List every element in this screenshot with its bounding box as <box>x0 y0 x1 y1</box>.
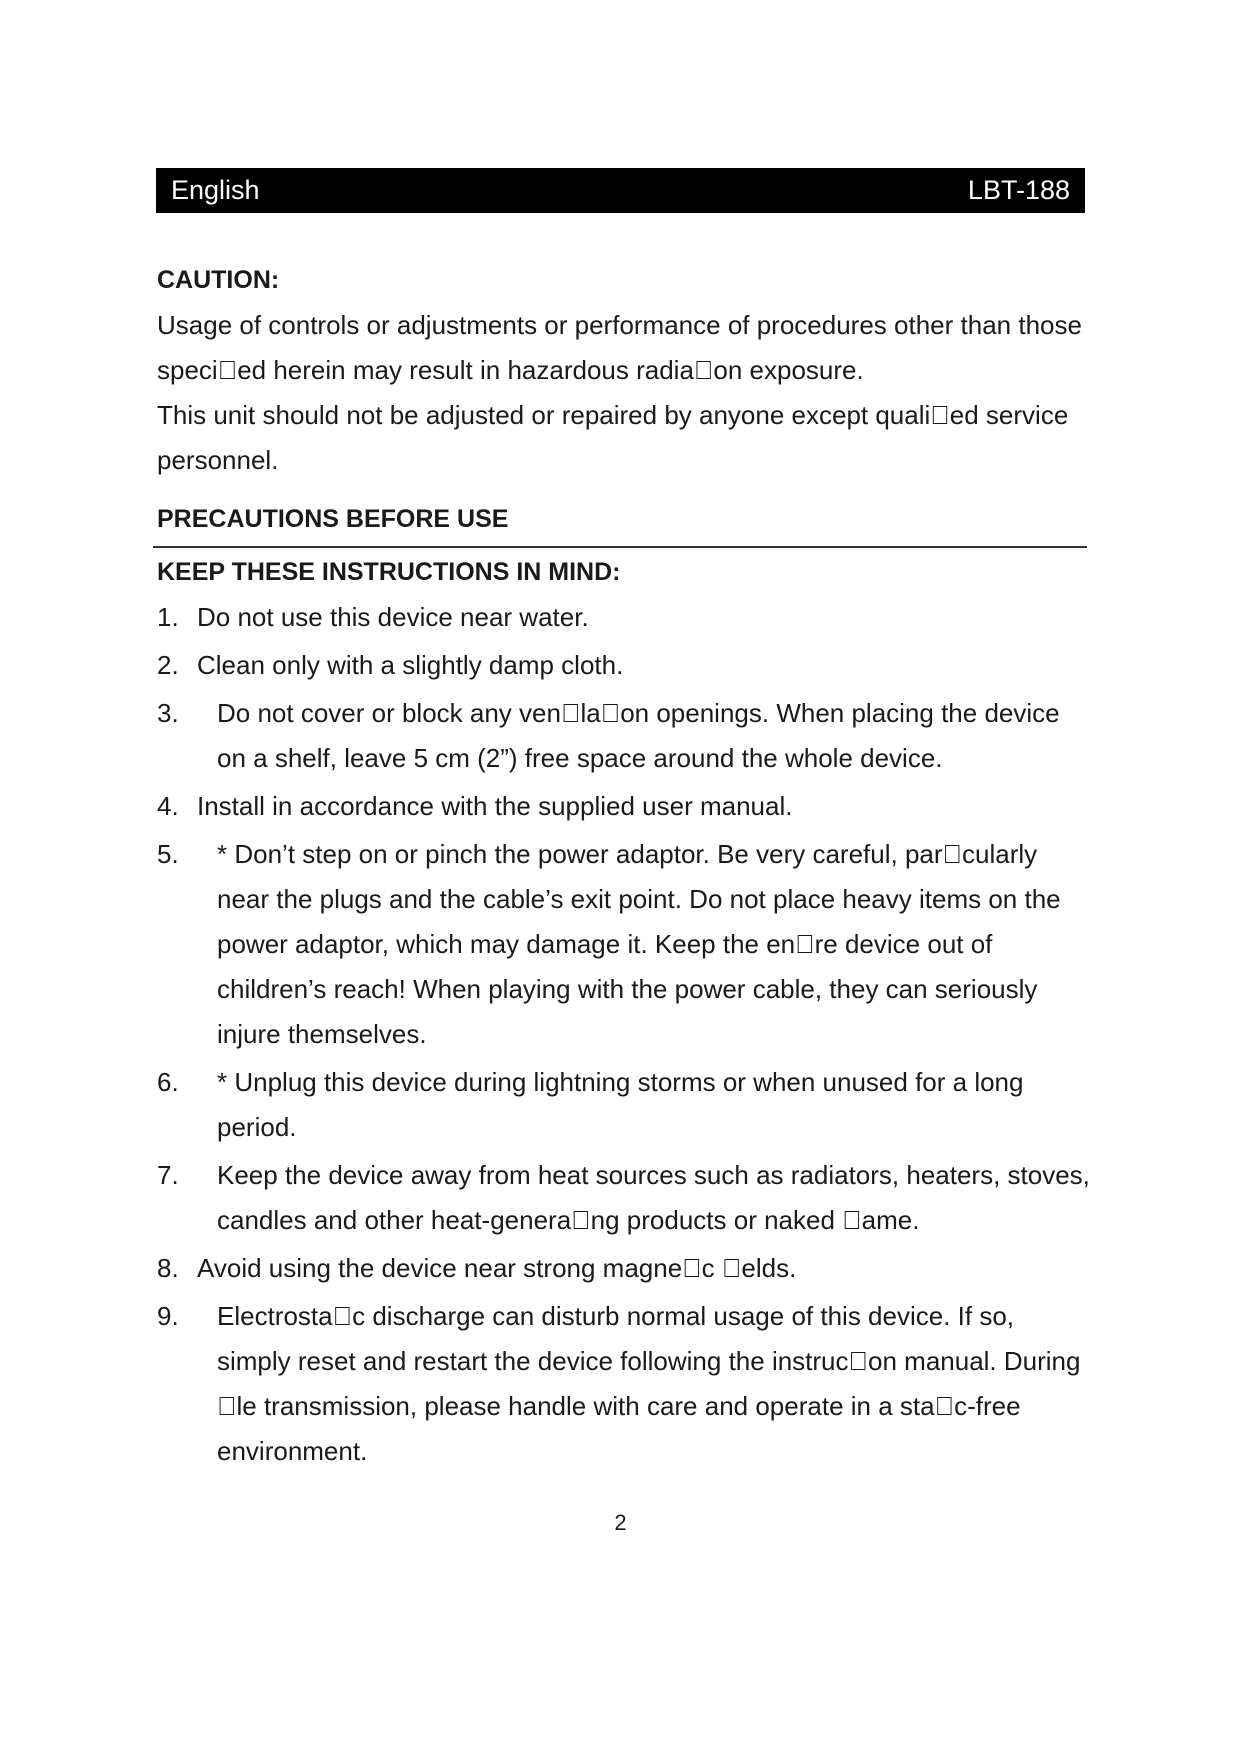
list-item-text: * Unplug this device during lightning storms or when unused for a long period. <box>217 1067 1024 1142</box>
section-divider <box>153 546 1087 548</box>
list-item-number: 5. <box>157 839 179 869</box>
list-item-number: 1. <box>157 602 179 632</box>
caution-title: CAUTION: <box>157 266 280 294</box>
list-item-number: 9. <box>157 1301 179 1331</box>
page-number: 2 <box>614 1510 627 1535</box>
list-item-number: 3. <box>157 698 179 728</box>
keep-instructions-title: KEEP THESE INSTRUCTIONS IN MIND: <box>157 558 621 586</box>
list-item <box>157 784 1092 829</box>
header-bar <box>156 168 1085 213</box>
caution-paragraph-2: This unit should not be adjusted or repaired by anyone except quali ed service personnel. <box>157 400 1069 475</box>
list-item <box>157 1294 1092 1474</box>
list-item-number: 2. <box>157 650 179 680</box>
list-item <box>157 1246 1092 1291</box>
list-item-text: Keep the device away from heat sources such as radiators, heaters, stoves, candles and other heat-genera ng products or naked  ame. <box>217 1160 1090 1235</box>
list-item-text: Electrosta c discharge can disturb normal usage of this device. If so, simply reset and restart the device following the instruc on manual. During  le transmission, please handle with care and operate in a sta c-free environment. <box>217 1301 1081 1466</box>
list-item-text: Avoid using the device near strong magne c  elds. <box>197 1253 797 1283</box>
list-item-text: * Don’t step on or pinch the power adaptor. Be very careful, par cularly near the plugs and the cable’s exit point. Do not place heavy items on the power adaptor, which may damage it. Keep the en re device out of children’s reach! When playing with the power cable, they can seriously injure themselves. <box>217 839 1061 1049</box>
language-label: English <box>171 175 260 205</box>
list-item-text: Install in accordance with the supplied user manual. <box>197 791 793 821</box>
list-item-number: 6. <box>157 1067 179 1097</box>
list-item-number: 8. <box>157 1253 179 1283</box>
list-item-number: 7. <box>157 1160 179 1190</box>
list-item-text: Clean only with a slightly damp cloth. <box>197 650 624 680</box>
list-item <box>157 643 1092 688</box>
list-item <box>157 1060 1092 1150</box>
list-item-text: Do not use this device near water. <box>197 602 589 632</box>
caution-paragraph-1: Usage of controls or adjustments or performance of procedures other than those speci ed herein may result in hazardous radia on exposure. <box>157 310 1082 385</box>
model-label: LBT-188 <box>967 175 1070 205</box>
list-item <box>157 1153 1092 1243</box>
list-item <box>157 595 1092 640</box>
page-content <box>157 258 1092 1477</box>
precautions-list <box>157 595 1092 1474</box>
list-item <box>157 832 1092 1057</box>
precautions-title: PRECAUTIONS BEFORE USE <box>157 505 509 533</box>
list-item-text: Do not cover or block any ven la on openings. When placing the device on a shelf, leave 5 cm (2”) free space around the whole device. <box>217 698 1060 773</box>
list-item-number: 4. <box>157 791 179 821</box>
list-item <box>157 691 1092 781</box>
